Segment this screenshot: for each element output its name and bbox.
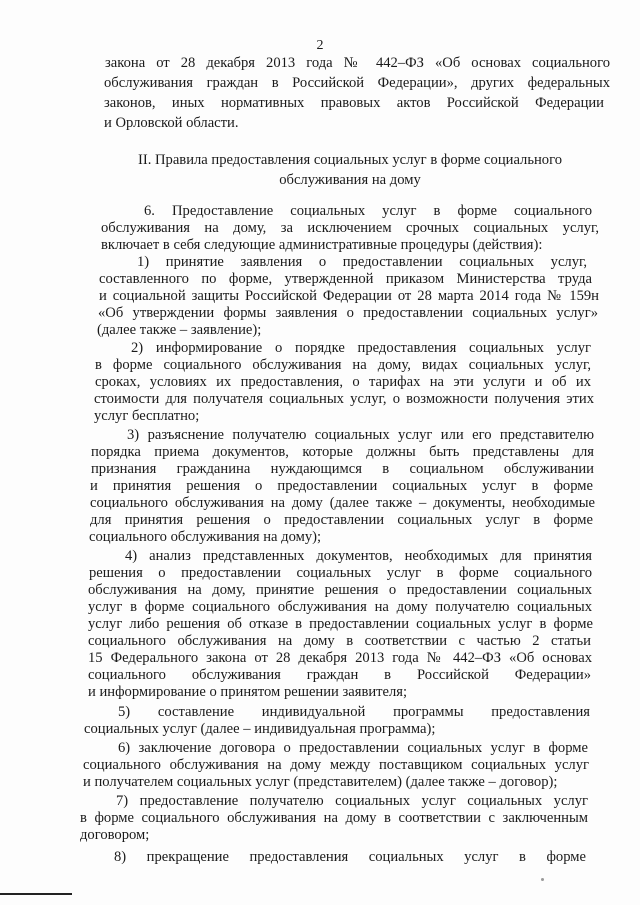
text-line: 2) информирование о порядке предоставления социальных услуг	[131, 340, 591, 356]
text-line: в форме социального обслуживания на дому в соответствии с заключенным	[80, 810, 588, 826]
text-line: и получателем социальных услуг (представителем) (далее также – договор);	[83, 774, 558, 790]
text-line: услуг бесплатно;	[94, 408, 200, 424]
text-line: «Об утверждении формы заявления о предоставлении социальных услуг»	[98, 305, 598, 321]
text-line: 3) разъяснение получателю социальных услуг или его представителю	[127, 427, 594, 443]
text-line: 8) прекращение предоставления социальных услуг в форме	[114, 849, 586, 865]
text-line: порядка приема документов, которые должны быть представлены для	[91, 444, 594, 460]
text-line: социального обслуживания на дому между поставщиком социальных услуг	[83, 757, 589, 773]
text-line: социального обслуживания на дому (далее также – документы, необходимые	[90, 495, 595, 511]
text-line: и социальной защиты Российской Федерации от 28 марта 2014 года № 159н	[99, 288, 599, 304]
text-line: 15 Федерального закона от 28 декабря 2013 года № 442–ФЗ «Об основах	[88, 650, 592, 666]
section-heading: II. Правила предоставления социальных услуг в форме социального	[137, 152, 563, 168]
text-line: договором;	[80, 827, 150, 843]
text-line: составленного по форме, утвержденной приказом Министерства труда	[99, 271, 592, 287]
text-line: в форме социального обслуживания на дому, видах социальных услуг,	[95, 357, 591, 373]
text-line: для принятия решения о предоставлении социальных услуг в форме	[90, 512, 593, 528]
text-line: социальных услуг (далее – индивидуальная программа);	[84, 721, 436, 737]
text-line: социального обслуживания граждан в Российской Федерации»	[88, 667, 591, 683]
text-line: 5) составление индивидуальной программы предоставления	[118, 704, 590, 720]
text-line: стоимости для получателя социальных услуг, о возможности получения этих	[94, 391, 594, 407]
text-line: обслуживания на дому, за исключением срочных социальных услуг,	[101, 220, 599, 236]
text-line: и информирование о принятом решении заявителя;	[88, 684, 408, 700]
text-line: социального обслуживания на дому в соответствии с частью 2 статьи	[88, 633, 591, 649]
text-line: включает в себя следующие административные процедуры (действия):	[101, 237, 543, 253]
text-line: социального обслуживания на дому);	[89, 529, 322, 545]
text-line: (далее также – заявление);	[97, 322, 262, 338]
text-line: услуг либо решения об отказе в предоставлении социальных услуг в форме	[88, 616, 593, 632]
text-line: 4) анализ представленных документов, необходимых для принятия	[125, 548, 592, 564]
text-line: и принятия решения о предоставлении социальных услуг в форме	[90, 478, 593, 494]
section-heading: обслуживания на дому	[279, 172, 421, 188]
text-line: 1) принятие заявления о предоставлении социальных услуг,	[137, 254, 587, 270]
text-line: законов, иных нормативных правовых актов Российской Федерации	[104, 95, 604, 111]
text-line: и Орловской области.	[104, 115, 239, 131]
text-line: услуг в форме социального обслуживания на дому получателю социальных	[88, 599, 592, 615]
text-line: 7) предоставление получателю социальных услуг социальных услуг	[116, 793, 588, 809]
text-line: 6. Предоставление социальных услуг в форме социального	[144, 203, 592, 219]
text-line: признания гражданина нуждающимся в социальном обслуживании	[91, 461, 594, 477]
scan-mark	[541, 878, 544, 881]
text-line: закона от 28 декабря 2013 года № 442–ФЗ «Об основах социального	[105, 55, 610, 71]
text-line: обслуживания граждан в Российской Федерации», других федеральных	[104, 75, 610, 91]
text-line: обслуживания на дому, принятие решения о предоставлении социальных	[88, 582, 592, 598]
text-line: решения о предоставлении социальных услуг в форме социального	[89, 565, 592, 581]
page-number: 2	[316, 38, 324, 53]
scan-edge-rule	[0, 893, 72, 895]
text-line: сроках, условиях их предоставления, о тарифах на эти услуги и об их	[95, 374, 591, 390]
text-line: 6) заключение договора о предоставлении социальных услуг в форме	[118, 740, 588, 756]
